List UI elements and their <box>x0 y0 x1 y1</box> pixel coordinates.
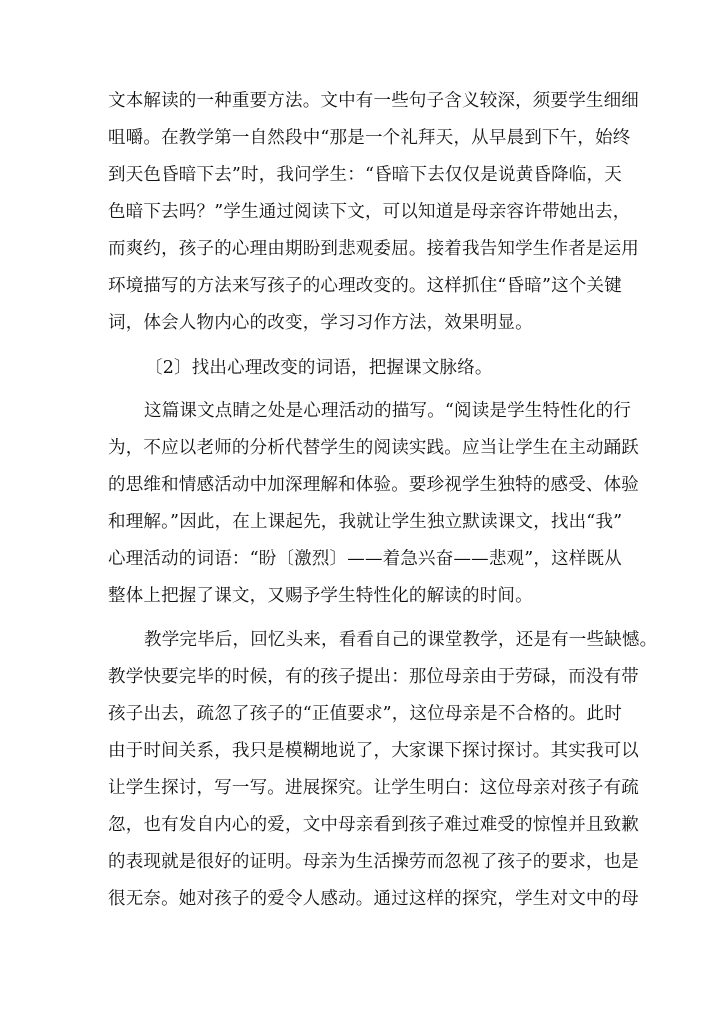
text-line-1: 文本解读的一种重要方法。文中有一些句子含义较深，须要学生细细 <box>108 91 639 111</box>
text-line-7: 词，体会人物内心的改变，学习习作方法，效果明显。 <box>108 313 533 333</box>
text-line-5: 而爽约，孩子的心理由期盼到悲观委屈。接着我告知学生作者是运用 <box>108 239 639 259</box>
section-heading: 〔2〕找出心理改变的词语，把握课文脉络。 <box>145 358 493 378</box>
text-line-15: 教学完毕后，回忆头来，看看自己的课堂教学，还是有一些缺憾。 <box>144 630 658 650</box>
text-line-4: 色暗下去吗？”学生通过阅读下文，可以知道是母亲容许带她出去， <box>108 202 631 222</box>
text-line-18: 由于时间关系，我只是模糊地说了，大家课下探讨探讨。其实我可以 <box>108 741 639 761</box>
text-line-14: 整体上把握了课文，又赐予学生特性化的解读的时间。 <box>108 586 533 606</box>
text-line-6: 环境描写的方法来写孩子的心理改变的。这样抓住“昏暗”这个关键 <box>108 276 622 296</box>
text-line-2: 咀嚼。在教学第一自然段中“那是一个礼拜天，从早晨到下午，始终 <box>108 128 631 148</box>
text-line-13: 心理活动的词语：“盼〔激烈〕——着急兴奋——悲观”，这样既从 <box>108 549 622 569</box>
text-line-17: 孩子出去，疏忽了孩子的“正值要求”，这位母亲是不合格的。此时 <box>108 704 622 724</box>
text-line-9: 这篇课文点睛之处是心理活动的描写。“阅读是学生特性化的行 <box>144 401 632 421</box>
text-line-21: 的表现就是很好的证明。母亲为生活操劳而忽视了孩子的要求，也是 <box>108 852 639 872</box>
text-line-19: 让学生探讨，写一写。进展探究。让学生明白：这位母亲对孩子有疏 <box>108 778 639 798</box>
text-line-11: 的思维和情感活动中加深理解和体验。要珍视学生独特的感受、体验 <box>108 475 639 495</box>
text-line-16: 教学快要完毕的时候，有的孩子提出：那位母亲由于劳碌，而没有带 <box>108 667 639 687</box>
text-line-22: 很无奈。她对孩子的爱令人感动。通过这样的探究，学生对文中的母 <box>108 889 639 909</box>
text-line-10: 为，不应以老师的分析代替学生的阅读实践。应当让学生在主动踊跃 <box>108 438 639 458</box>
text-line-12: 和理解。”因此，在上课起先，我就让学生独立默读课文，找出“我” <box>108 512 623 532</box>
text-line-20: 忽，也有发自内心的爱，文中母亲看到孩子难过难受的惊惶并且致歉 <box>108 815 639 835</box>
text-line-3: 到天色昏暗下去”时，我问学生：“昏暗下去仅仅是说黄昏降临，天 <box>108 165 622 185</box>
